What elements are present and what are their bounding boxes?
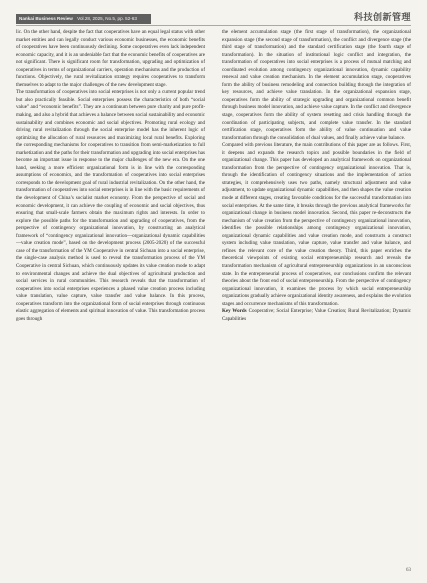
journal-banner <box>16 14 151 24</box>
paragraph: The transformation of cooperatives into social enterprises is not only a current popular trend but also practically feasible. Social enterprises possess the characteristics of both “social value” and “economic benefits”. They are a continuum between pure charity and pure profit-making, and also a hybrid that achieves a balance between social sustainability and economic sustainability and combines economic and social objectives. Promoting rural ecology and driving rural revitalization through the social enterprise model has the inherent logic of optimizing the allocation of rural resources and maximizing local rural benefits. Exploring the corresponding mechanisms for cooperatives to transition from semi-marketization to full marketization and the paths for their transformation and upgrading into social enterprises has become an important issue in response to the major challenges of the new era. On the one hand, seeking a more efficient organizational form is in line with the corresponding assumptions of economics, and the transformation of cooperatives into social enterprises corresponds to the development goal of rural industrial revitalization. On the other hand, the transformation of cooperatives into social enterprises is in line with the basic requirements of the development of China’s socialist market economy. From the perspective of social and economic development, it can achieve the coupling of economic and social objectives, thus ensuring that small-scale farmers obtain the maximum rights and interests. In order to explore the possible paths for the transformation and upgrading of cooperatives, from the perspective of contingency organizational innovation, by constructing an analytical framework of “contingency organizational innovation—organizational dynamic capabilities—value creation mode”, based on the development process (2005-2020) of the successful case of the transformation of the YM Cooperative in central Sichuan into a social enterprise, the single-case analysis method is used to reveal the transformation process of the YM Cooperative in central Sichuan, which continuously updates its value creation mode to adapt to environmental changes and achieve the dual objectives of agricultural production and social services in rural communities. This research reveals that the transformation of cooperatives into social enterprises experiences a phased value creation process including value translation, value capture, value transfer and value balance. In this process, cooperatives transform into the organizational form of social enterprises through continuous elastic aggregation of elements and spiritual innovation of value. This transformation process goes through <box>16 89 205 322</box>
running-header <box>16 14 411 26</box>
paragraph: lic. On the other hand, despite the fact that cooperatives have an equal legal status with other market entities and can legally conduct various economic businesses, the economic benefits of cooperatives have been continuously declining. Some cooperatives even lack independent economic capacity, and it is an undeniable fact that the economic benefits of cooperatives are not significant. There is significant room for transformation, upgrading and optimization of cooperatives in terms of organizational carriers, operation mechanisms and the production of functions. Objectively, the rural revitalization strategy requires cooperatives to transform themselves to adapt to the major challenges of the new development stage. <box>16 29 205 88</box>
page-number: 63 <box>406 568 411 573</box>
right-text-column <box>222 29 411 323</box>
keywords-text: Cooperative; Social Enterprise; Value Creation; Rural Revitalization; Dynamic Capabilities <box>222 308 411 322</box>
journal-name: Nankai Business Review <box>19 16 73 21</box>
left-text-column <box>16 29 205 323</box>
keywords-label: Key Words <box>222 308 247 315</box>
paragraph: the element accumulation stage (the first stage of transformation), the organizational expansion stage (the second stage of transformation), the conflict and divergence stage (the third stage of transformation) and the standard certification stage (the fourth stage of transformation). In the situation of institutional logic conflict and integration, the transformation of cooperatives into social enterprises is a process of mutual matching and coordinated evolution among contingency organizational innovation, dynamic capability renewal and value creation mechanism. In the element accumulation stage, cooperatives form the ability of business remodeling and connection building through the integration of key resources, and achieve value translation. In the organizational expansion stage, cooperatives form the ability of strategic upgrading and organizational common benefit through business model innovation, and achieve value capture. In the conflict and divergence stage, cooperatives form the ability of system resetting and crisis handling through the coordination of participating subjects, and complete value transfer. In the standard certification stage, cooperatives form the ability of value continuation and value transformation through the consolidation of dual values, and finally achieve value balance. <box>222 29 411 141</box>
paragraph: Compared with previous literature, the main contributions of this paper are as follows. First, it deepens and expands the research topics and possible boundaries in the field of organizational change. This paper has developed an analytical framework on organizational transformation from the perspective of contingency organizational innovation. That is, through the identification of contingency situations and the implementation of action strategies, it comprehensively uses two paths, namely structural adjustment and value adjustment, to update organizational dynamic capabilities, and then shapes the value creation mode at different stages, creating favorable conditions for the successful transformation into social enterprises. At the same time, it breaks through the previous analytical frameworks for organizational change in business model innovation. Second, this paper re-deconstructs the mechanism of value creation from the perspective of contingency organizational innovation, identifies the possible relationships among contingency organizational innovation, organizational dynamic capabilities and value creation mode, and constructs a construct system including value translation, value capture, value transfer and value balance, and refines the relevant core of the value creation theory. Third, this paper enriches the theoretical viewpoints of existing social entrepreneurship research and reveals the transformation mechanism of agricultural entrepreneurship organizations in an unconscious state. In the entrepreneurial process of cooperatives, our conclusions confirm the relevant theories about the front end of social entrepreneurship. From the perspective of contingency organizational innovation, it examines the process by which social entrepreneurship organizations gradually achieve organizational identity awareness, and explains the evolution stages and occurrence mechanisms of this transformation. <box>222 142 411 307</box>
keywords <box>222 308 411 323</box>
issue-info: Vol.28, 2025, No.5, pp. 52-63 <box>77 16 137 21</box>
section-brand: 科技创新管理 <box>353 13 411 23</box>
